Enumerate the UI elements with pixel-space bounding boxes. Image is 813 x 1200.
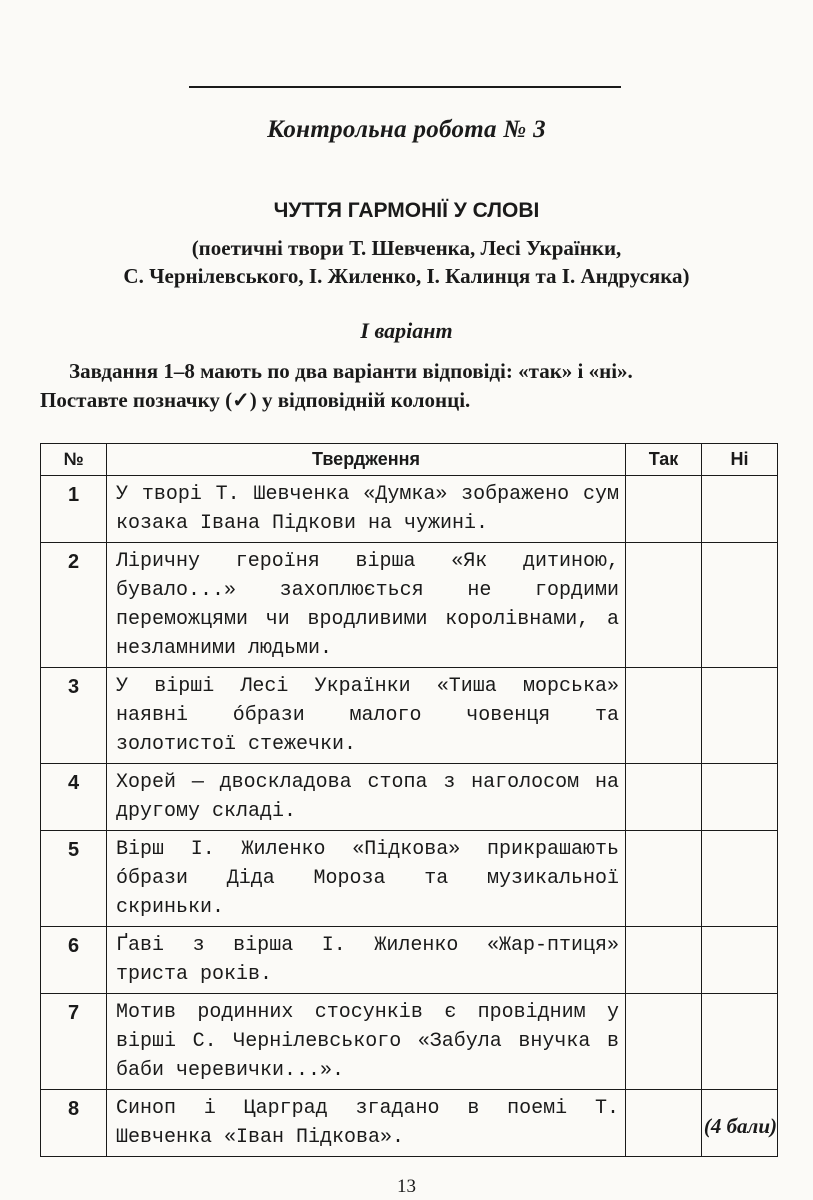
yes-answer-cell[interactable] [626,927,702,994]
table-row [41,668,778,764]
table-row [41,543,778,668]
table-row [41,476,778,543]
statement-text: Ліричну героїня вірша «Як дитиною, бувало...» захоплюється не гордими переможцями чи вродливими королівнами, а незламними людьми. [107,543,626,668]
no-answer-cell[interactable] [702,927,778,994]
subtitle-line-2: С. Чернілевського, І. Жиленко, І. Калинця та І. Андрусяка) [123,264,690,288]
yes-answer-cell[interactable] [626,668,702,764]
statement-text: Синоп і Царград згадано в поемі Т. Шевченка «Іван Підкова». [107,1090,626,1157]
yes-answer-cell[interactable] [626,1090,702,1157]
row-number: 5 [41,831,107,927]
statement-text: У творі Т. Шевченка «Думка» зображено сум козака Івана Підкови на чужині. [107,476,626,543]
yes-answer-cell[interactable] [626,994,702,1090]
statement-text: Хорей — двоскладова стопа з наголосом на другому складі. [107,764,626,831]
no-answer-cell[interactable] [702,831,778,927]
no-answer-cell[interactable] [702,668,778,764]
yes-answer-cell[interactable] [626,476,702,543]
variant-label: І варіант [360,318,453,343]
table-row [41,927,778,994]
statement-text: У вірші Лесі Українки «Тиша морська» наявні óбрази малого човенця та золотистої стежечки. [107,668,626,764]
top-rule [189,86,621,88]
yes-answer-cell[interactable] [626,764,702,831]
test-title: Контрольна робота № 3 [267,116,546,143]
points-label: (4 бали) [703,1114,777,1138]
table-header-row [41,444,778,476]
no-answer-cell[interactable] [702,994,778,1090]
table-row [41,994,778,1090]
row-number: 6 [41,927,107,994]
statement-text: Ґаві з вірша І. Жиленко «Жар-птиця» триста років. [107,927,626,994]
yes-answer-cell[interactable] [626,831,702,927]
row-number: 2 [41,543,107,668]
table-row [41,764,778,831]
yes-answer-cell[interactable] [626,543,702,668]
statement-text: Вірш І. Жиленко «Підкова» прикрашають óбрази Діда Мороза та музикальної скриньки. [107,831,626,927]
header-yes: Так [626,444,702,476]
no-answer-cell[interactable] [702,764,778,831]
instruction-line-1: Завдання 1–8 мають по два варіанти відповіді: «так» і «ні». [69,359,633,383]
table-row [41,1090,778,1157]
no-answer-cell[interactable] [702,543,778,668]
table-row [41,831,778,927]
statements-table [40,443,778,1157]
instruction-line-2: Поставте позначку (✓) у відповідній колонці. [40,388,471,412]
subtitle-line-1: (поетичні твори Т. Шевченка, Лесі Українки, [191,236,622,260]
row-number: 1 [41,476,107,543]
statement-text: Мотив родинних стосунків є провідним у вірші С. Чернілевського «Забула внучка в баби черевички...». [107,994,626,1090]
no-answer-cell[interactable] [702,476,778,543]
topic-heading: ЧУТТЯ ГАРМОНІЇ У СЛОВІ [273,199,540,222]
header-number: № [41,444,107,476]
header-statement: Твердження [107,444,626,476]
header-no: Ні [702,444,778,476]
page-number: 13 [397,1176,416,1197]
row-number: 7 [41,994,107,1090]
row-number: 8 [41,1090,107,1157]
row-number: 4 [41,764,107,831]
row-number: 3 [41,668,107,764]
